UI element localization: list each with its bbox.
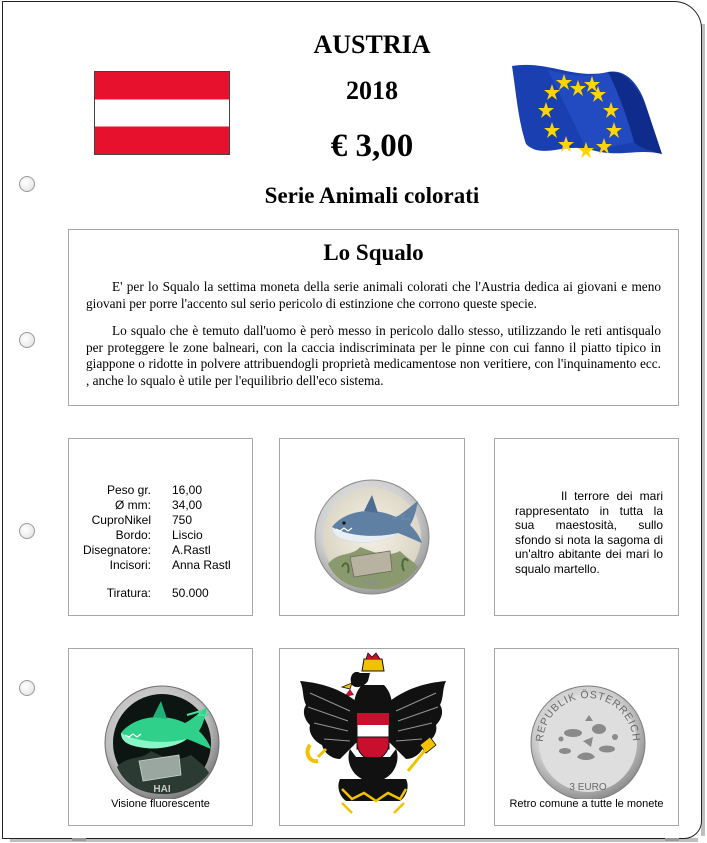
coin-obverse-panel <box>279 438 465 616</box>
spec-row <box>69 586 254 601</box>
coin-reverse-lettering: REPUBLIK ÖSTERREICH <box>533 688 643 743</box>
year-title: 2018 <box>346 76 398 105</box>
spec-row <box>69 498 254 513</box>
coin-reverse-value: 3 EURO <box>569 782 607 793</box>
european-union-flag <box>508 62 664 160</box>
spec-label: Disegnatore: <box>82 543 151 557</box>
description-paragraph: E' per lo Squalo la settima moneta della serie animali colorati che l'Austria dedica ai giovani e meno giovani per porre l'accento sul serio pericolo di estinzione che corrono queste specie. <box>86 279 661 311</box>
spec-row <box>69 543 254 558</box>
page-tick-mark <box>665 838 679 841</box>
face-value-title: € 3,00 <box>330 128 414 164</box>
country-title: AUSTRIA <box>313 30 431 59</box>
fluorescent-caption: Visione fluorescente <box>111 798 210 810</box>
spec-value: 50.000 <box>172 586 209 600</box>
spec-label: Peso gr. <box>106 483 151 497</box>
austria-flag <box>94 71 230 155</box>
spec-label: CuproNikel <box>91 513 151 527</box>
spec-value: Anna Rastl <box>172 558 231 572</box>
coin-note-text: Il terrore dei mari rappresentato in tutta la sua maestosità, sullo sfondo si nota la sagoma di un'altro abitante dei mari lo squalo martello. <box>515 489 663 576</box>
punch-hole <box>19 523 35 539</box>
spec-value: 750 <box>172 513 193 527</box>
spec-value: A.Rastl <box>172 543 211 557</box>
punch-hole <box>19 332 35 348</box>
spec-value: 16,00 <box>172 483 203 497</box>
coin-reverse-panel <box>494 648 679 826</box>
coin-obverse-lettering: HAI <box>153 784 171 795</box>
series-title: Serie Animali colorati <box>264 183 480 208</box>
fluorescent-view-panel <box>68 648 253 826</box>
punch-hole <box>19 176 35 192</box>
fluorescent-coin-image <box>69 649 254 799</box>
spec-label: Bordo: <box>115 528 151 542</box>
page-tick-mark <box>72 838 86 841</box>
coin-obverse-lettering: HAI <box>363 578 381 589</box>
shark-coin-image <box>280 439 466 617</box>
punch-hole <box>19 680 35 696</box>
reverse-coin-image <box>495 649 680 799</box>
description-panel <box>68 229 679 406</box>
spec-value: 34,00 <box>172 498 203 512</box>
coin-note-panel <box>494 438 679 616</box>
spec-row <box>69 528 254 543</box>
spec-label: Tiratura: <box>106 586 151 600</box>
description-paragraph: Lo squalo che è temuto dall'uomo è però messo in pericolo dallo stesso, utilizzando le reti antisqualo per proteggere le zone balneari, con la caccia indiscriminata per le pinne con cui fanno il piatto tipico in giappone o ridotte in polvere attribuendogli proprietà medicamentose non veritiere, con l'inquinamento ecc. , anche lo squalo è utile per l'equilibrio dell'eco sistema. <box>86 323 661 388</box>
coin-name-title: Lo Squalo <box>323 240 424 265</box>
specs-panel <box>68 438 253 616</box>
spec-label: Ø mm: <box>115 498 151 512</box>
reverse-caption: Retro comune a tutte le monete <box>509 798 664 810</box>
coat-of-arms-panel <box>279 648 465 826</box>
spec-row <box>69 558 254 573</box>
spec-label: Incisori: <box>109 558 151 572</box>
spec-row <box>69 513 254 528</box>
spec-row <box>69 483 254 498</box>
austrian-eagle-icon <box>280 649 466 827</box>
spec-value: Liscio <box>172 528 203 542</box>
